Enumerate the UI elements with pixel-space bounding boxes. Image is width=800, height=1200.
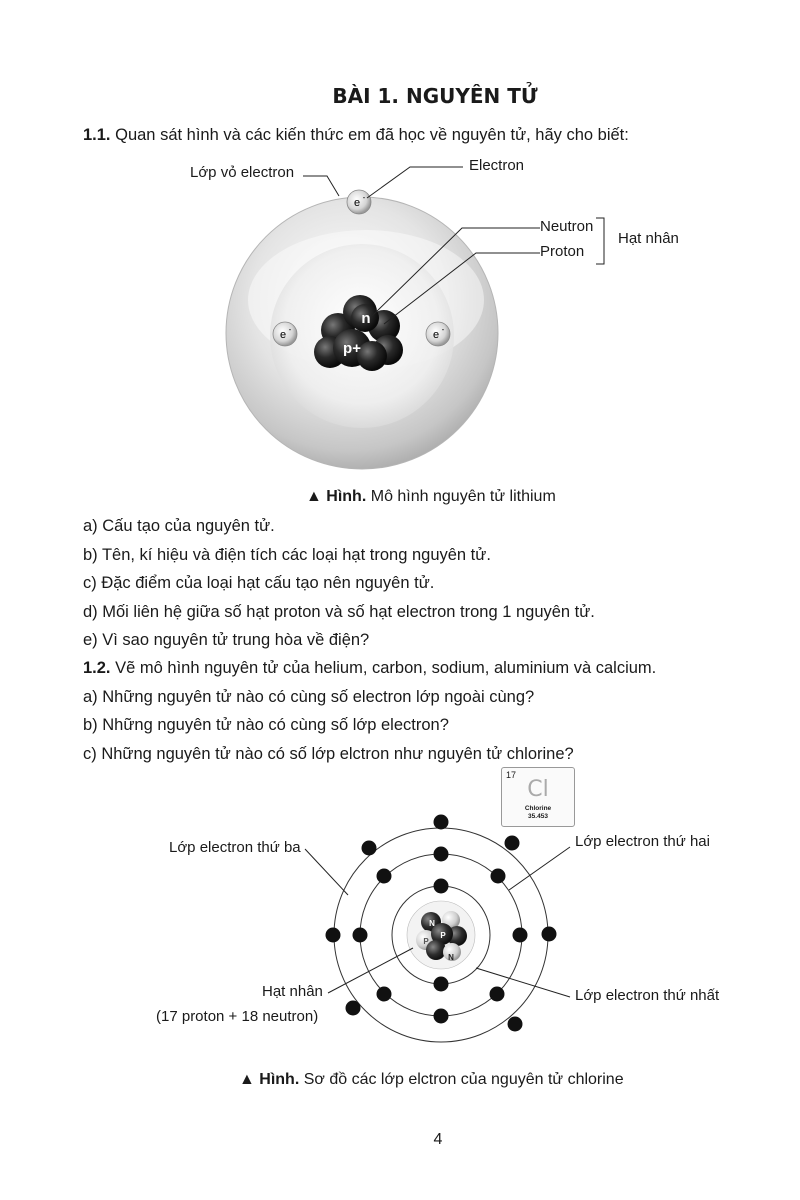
electron-dot	[434, 815, 449, 830]
electron-dot	[377, 987, 392, 1002]
svg-text:-: -	[288, 325, 292, 334]
page-number: 4	[433, 1131, 443, 1148]
q1-item-c: c) Đặc điểm của loại hạt cấu tạo nên nguyên tử.	[83, 574, 435, 592]
caption-text: Mô hình nguyên tử lithium	[370, 488, 556, 505]
svg-text:-: -	[362, 193, 366, 202]
electron-dot	[377, 869, 392, 884]
question-text: Quan sát hình và các kiến thức em đã học về nguyên tử, hãy cho biết:	[115, 126, 629, 144]
svg-text:N: N	[448, 953, 454, 962]
q1-item-a: a) Cấu tạo của nguyên tử.	[83, 517, 275, 535]
chlorine-nucleus	[407, 901, 475, 969]
label-electron: Electron	[469, 157, 525, 174]
svg-text:-: -	[441, 325, 445, 334]
electron-dot	[434, 879, 449, 894]
electron-dot	[434, 847, 449, 862]
svg-text:e: e	[432, 329, 440, 341]
q1-item-b: b) Tên, kí hiệu và điện tích các loại hạt trong nguyên tử.	[83, 546, 491, 564]
question-text: Vẽ mô hình nguyên tử của helium, carbon, sodium, aluminium và calcium.	[115, 659, 657, 677]
label-shell-3: Lớp electron thứ ba	[169, 839, 301, 856]
caption-marker: ▲ Hình.	[306, 488, 367, 505]
svg-text:P: P	[423, 937, 429, 946]
label-shell-1: Lớp electron thứ nhất	[575, 987, 720, 1004]
electron-dot	[362, 841, 377, 856]
electron-dot	[513, 928, 528, 943]
label-shell-2: Lớp electron thứ hai	[575, 833, 710, 850]
q1-item-e: e) Vì sao nguyên tử trung hòa về điện?	[83, 631, 370, 649]
tile-mass: 35.453	[528, 813, 548, 820]
electron-dot	[434, 977, 449, 992]
proton-symbol: p+	[343, 340, 361, 357]
label-neutron: Neutron	[540, 218, 594, 235]
svg-text:P: P	[440, 931, 446, 940]
label-nucleus-detail: (17 proton + 18 neutron)	[156, 1008, 319, 1025]
label-electron-shell: Lớp vỏ electron	[190, 164, 295, 181]
question-number: 1.1.	[83, 126, 111, 144]
electron-dot	[508, 1017, 523, 1032]
electron-dot	[542, 927, 557, 942]
tile-name: Chlorine	[524, 805, 552, 812]
svg-text:N: N	[429, 919, 435, 928]
caption-text: Sơ đồ các lớp elctron của nguyên tử chlorine	[303, 1071, 624, 1088]
q1-item-d: d) Mối liên hệ giữa số hạt proton và số hạt electron trong 1 nguyên tử.	[83, 603, 595, 621]
q2-item-c: c) Những nguyên tử nào có số lớp elctron như nguyên tử chlorine?	[83, 745, 574, 763]
electron-dot	[326, 928, 341, 943]
neutron-symbol: n	[361, 310, 371, 327]
electron-dot	[505, 836, 520, 851]
figure-caption-chlorine	[239, 1071, 624, 1089]
tile-atomic-number: 17	[506, 770, 517, 780]
svg-text:e: e	[279, 329, 287, 341]
electron-dot	[353, 928, 368, 943]
label-nucleus: Hạt nhân	[618, 230, 679, 247]
caption-marker: ▲ Hình.	[239, 1071, 300, 1088]
page-title: BÀI 1. NGUYÊN TỬ	[332, 84, 538, 108]
electron-dot	[346, 1001, 361, 1016]
electron-dot	[434, 1009, 449, 1024]
svg-text:e: e	[353, 197, 361, 209]
label-chlorine-nucleus: Hạt nhân	[262, 983, 323, 1000]
tile-symbol: Cl	[527, 777, 549, 802]
q2-item-a: a) Những nguyên tử nào có cùng số electron lớp ngoài cùng?	[83, 688, 535, 706]
q2-item-b: b) Những nguyên tử nào có cùng số lớp electron?	[83, 716, 449, 734]
electron-dot	[491, 869, 506, 884]
electron-dot	[490, 987, 505, 1002]
question-number: 1.2.	[83, 659, 111, 677]
label-proton: Proton	[540, 243, 585, 260]
